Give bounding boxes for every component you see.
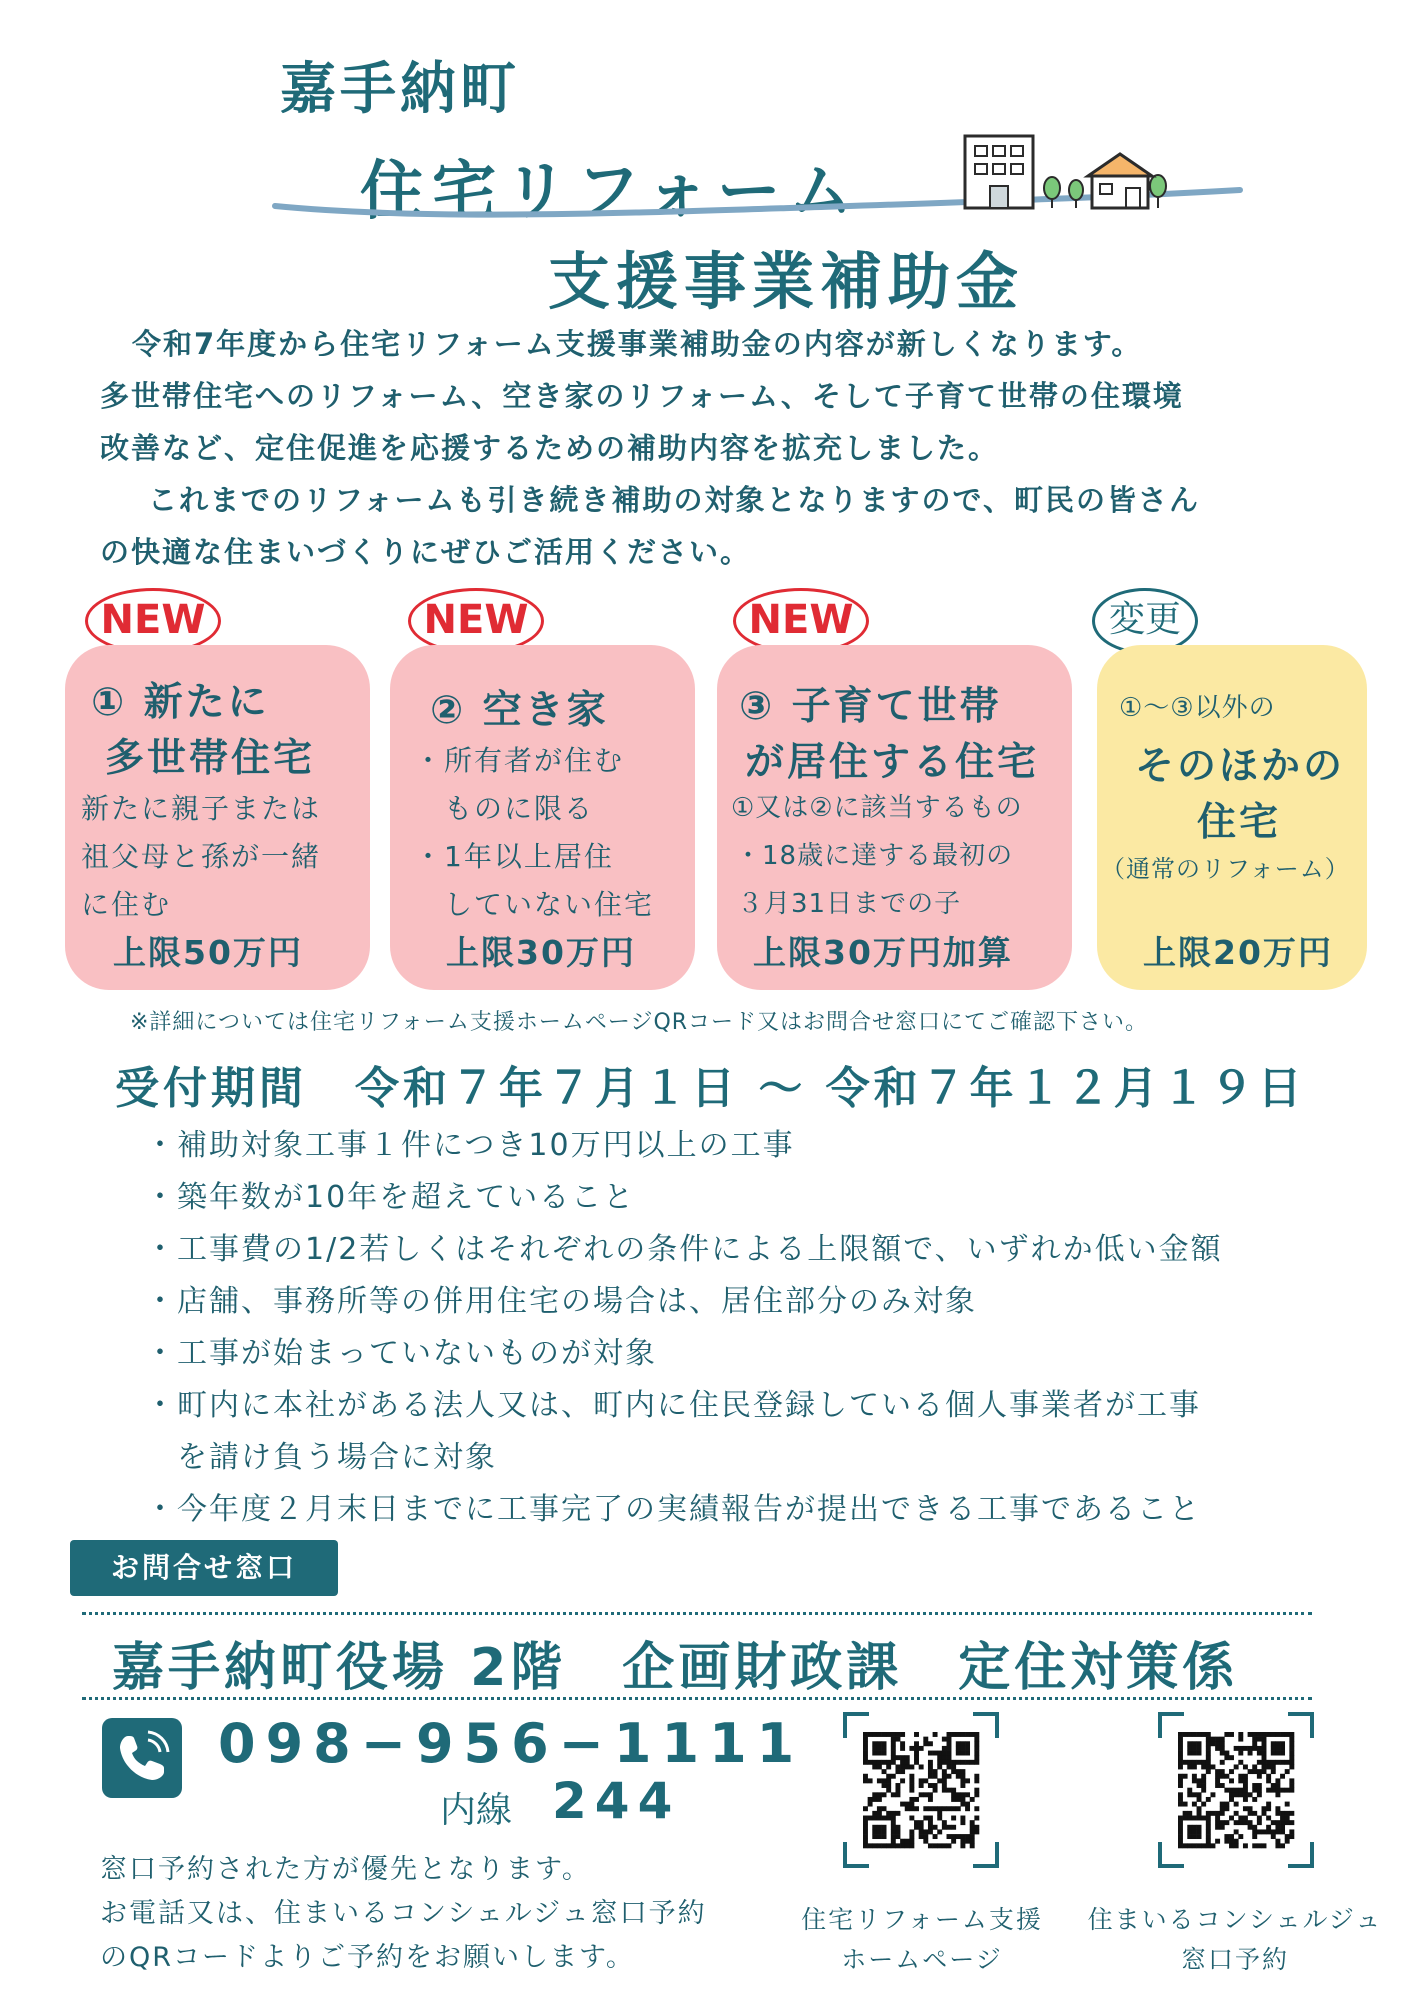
reservation-note bbox=[100, 1848, 707, 1980]
contact-tag: お問合せ窓口 bbox=[70, 1540, 338, 1596]
condition-item: ・工事費の1/2若しくはそれぞれの条件による上限額で、いずれか低い金額 bbox=[145, 1232, 1223, 1267]
new-badge-1: NEW bbox=[85, 588, 221, 654]
card-heading: が居住する住宅 bbox=[745, 740, 1040, 785]
card-desc: ①又は②に該当するもの bbox=[731, 793, 1023, 823]
title-illustration bbox=[270, 128, 1250, 228]
card-heading: ① 新たに bbox=[91, 680, 270, 725]
office-name: 嘉手納町役場 2階 企画財政課 定住対策係 bbox=[112, 1638, 1239, 1698]
card-desc: （通常のリフォーム） bbox=[1101, 855, 1350, 883]
qr-caption-concierge bbox=[1080, 1900, 1390, 1980]
house-icon bbox=[1088, 154, 1152, 208]
card-limit: 上限30万円 bbox=[446, 933, 636, 972]
intro-line: これまでのリフォームも引き続き補助の対象となりますので、町民の皆さん bbox=[148, 483, 1200, 517]
qr-caption-line: 住まいるコンシェルジュ bbox=[1087, 1905, 1383, 1934]
condition-item: ・店舗、事務所等の併用住宅の場合は、居住部分のみ対象 bbox=[145, 1284, 977, 1319]
card-desc: ・所有者が住む bbox=[414, 744, 625, 777]
card-desc: ・1年以上居住 bbox=[414, 840, 614, 873]
intro-line: 多世帯住宅へのリフォーム、空き家のリフォーム、そして子育て世帯の住環境 bbox=[100, 379, 1184, 413]
qr-caption-reform bbox=[792, 1900, 1052, 1980]
extension-number: 244 bbox=[552, 1772, 681, 1830]
qr-caption-line: ホームページ bbox=[841, 1945, 1003, 1974]
details-note: ※詳細については住宅リフォーム支援ホームページQRコード又はお問合せ窓口にてご確認下さい。 bbox=[130, 1010, 1149, 1035]
condition-item: ・工事が始まっていないものが対象 bbox=[145, 1336, 657, 1371]
card-vacant-house bbox=[390, 645, 695, 990]
condition-item: ・築年数が10年を超えていること bbox=[145, 1180, 636, 1215]
card-desc: ３月31日までの子 bbox=[737, 889, 962, 919]
card-heading: ② 空き家 bbox=[430, 688, 609, 733]
title-line-1: 嘉手納町 bbox=[280, 57, 520, 122]
new-badge-2: NEW bbox=[408, 588, 544, 654]
note-line: お電話又は、住まいるコンシェルジュ窓口予約 bbox=[100, 1898, 707, 1929]
phone-number[interactable]: 098−956−1111 bbox=[218, 1712, 805, 1775]
building-icon bbox=[965, 136, 1033, 208]
card-desc: していない住宅 bbox=[444, 888, 655, 921]
qr-code-reform-homepage[interactable] bbox=[843, 1712, 999, 1868]
card-limit: 上限20万円 bbox=[1143, 933, 1333, 972]
divider bbox=[82, 1612, 1312, 1615]
card-multigenerational bbox=[65, 645, 370, 990]
intro-line: の快適な住まいづくりにぜひご活用ください。 bbox=[100, 535, 752, 569]
card-desc: ものに限る bbox=[444, 792, 595, 825]
card-desc: 新たに親子または bbox=[81, 792, 322, 825]
card-desc: 祖父母と孫が一緒 bbox=[81, 840, 322, 873]
card-other-housing bbox=[1097, 645, 1367, 990]
card-heading: そのほかの bbox=[1135, 744, 1346, 789]
conditions-list bbox=[145, 1120, 1223, 1536]
qr-caption-line: 住宅リフォーム支援 bbox=[801, 1905, 1043, 1934]
intro-line: 改善など、定住促進を応援するための補助内容を拡充しました。 bbox=[100, 431, 1000, 465]
qr-caption-line: 窓口予約 bbox=[1180, 1945, 1289, 1974]
changed-badge: 変更 bbox=[1092, 588, 1198, 654]
card-heading: 住宅 bbox=[1197, 800, 1282, 845]
phone-icon bbox=[102, 1718, 182, 1798]
card-limit: 上限30万円加算 bbox=[753, 933, 1013, 972]
card-pre: ①～③以外の bbox=[1119, 693, 1276, 723]
condition-item: ・今年度２月末日までに工事完了の実績報告が提出できる工事であること bbox=[145, 1492, 1201, 1527]
card-heading: ③ 子育て世帯 bbox=[739, 684, 1002, 729]
condition-item: ・補助対象工事１件につき10万円以上の工事 bbox=[145, 1128, 795, 1163]
divider bbox=[82, 1697, 1312, 1700]
extension-label: 内線 bbox=[440, 1790, 513, 1831]
title-line-3: 支援事業補助金 bbox=[548, 245, 1025, 318]
qr-code-concierge-reservation[interactable] bbox=[1158, 1712, 1314, 1868]
card-limit: 上限50万円 bbox=[113, 933, 303, 972]
card-childrearing bbox=[717, 645, 1072, 990]
new-badge-3: NEW bbox=[733, 588, 869, 654]
title-line-2: 住宅リフォーム bbox=[360, 155, 861, 229]
condition-item: を請け負う場合に対象 bbox=[145, 1440, 497, 1475]
intro-line: 令和7年度から住宅リフォーム支援事業補助金の内容が新しくなります。 bbox=[132, 327, 1143, 361]
reception-period: 受付期間 令和７年７月１日 ～ 令和７年１２月１９日 bbox=[115, 1063, 1306, 1114]
card-desc: に住む bbox=[81, 888, 172, 921]
note-line: のQRコードよりご予約をお願いします。 bbox=[100, 1942, 635, 1973]
card-heading: 多世帯住宅 bbox=[105, 736, 316, 781]
note-line: 窓口予約された方が優先となります。 bbox=[100, 1854, 591, 1885]
card-desc: ・18歳に達する最初の bbox=[735, 841, 1014, 871]
intro-text bbox=[100, 318, 1340, 578]
condition-item: ・町内に本社がある法人又は、町内に住民登録している個人事業者が工事 bbox=[145, 1388, 1201, 1423]
